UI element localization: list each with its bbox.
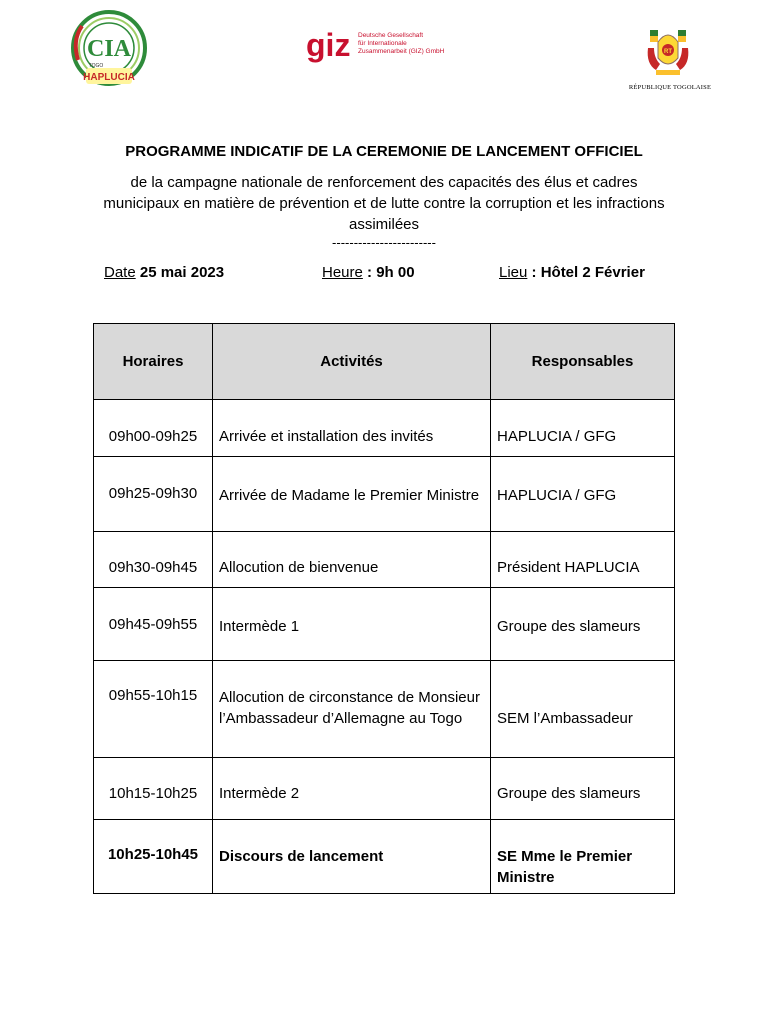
svg-text:CIA: CIA bbox=[86, 36, 132, 62]
table-row bbox=[94, 661, 675, 758]
giz-logo-line-1: Deutsche Gesellschaft bbox=[358, 32, 424, 39]
header-activites: Activités bbox=[213, 324, 491, 400]
page-subtitle: de la campagne nationale de renforcement des capacités des élus et cadres municipaux en matière de prévention et de lutte contre la corruption et les infractions assimilées bbox=[103, 174, 665, 233]
republic-caption: RÉPUBLIQUE TOGOLAISE bbox=[628, 84, 712, 91]
row-time: 09h45-09h55 bbox=[94, 588, 213, 661]
table-row bbox=[94, 400, 675, 457]
row-time: 09h00-09h25 bbox=[94, 400, 213, 457]
time-label: Heure bbox=[322, 264, 363, 281]
time-value: : 9h 00 bbox=[367, 264, 415, 281]
row-time: 10h15-10h25 bbox=[94, 758, 213, 820]
table-row bbox=[94, 758, 675, 820]
haplucia-logo-text: HAPLUCIA bbox=[83, 72, 135, 83]
table-row bbox=[94, 532, 675, 588]
row-activity: Allocution de bienvenue bbox=[213, 532, 491, 588]
row-activity: Arrivée de Madame le Premier Ministre bbox=[213, 457, 491, 532]
giz-logo-line-3: Zusammenarbeit (GIZ) GmbH bbox=[358, 48, 445, 55]
row-responsible: HAPLUCIA / GFG bbox=[491, 400, 675, 457]
row-time: 09h25-09h30 bbox=[94, 457, 213, 532]
row-time: 09h55-10h15 bbox=[94, 661, 213, 758]
page-title: PROGRAMME INDICATIF DE LA CEREMONIE DE LANCEMENT OFFICIEL bbox=[125, 143, 643, 160]
time-info bbox=[322, 264, 415, 281]
separator-line: ------------------------ bbox=[332, 235, 436, 250]
date-label: Date bbox=[104, 264, 136, 281]
table-row bbox=[94, 588, 675, 661]
row-activity: Allocution de circonstance de Monsieur l’Ambassadeur d’Allemagne au Togo bbox=[213, 661, 491, 758]
row-time: 09h30-09h45 bbox=[94, 532, 213, 588]
row-activity: Intermède 2 bbox=[213, 758, 491, 820]
row-activity: Intermède 1 bbox=[213, 588, 491, 661]
haplucia-logo bbox=[66, 10, 152, 90]
table-row bbox=[94, 457, 675, 532]
giz-logo bbox=[306, 26, 466, 66]
coat-seal-text: RT bbox=[664, 49, 672, 55]
place-info bbox=[499, 264, 645, 281]
haplucia-logo-subtext: TOGO bbox=[88, 63, 104, 69]
table-header-row bbox=[94, 324, 675, 400]
place-label: Lieu bbox=[499, 264, 528, 281]
giz-logo-mark: giz bbox=[306, 27, 351, 63]
table-row bbox=[94, 820, 675, 894]
row-responsible: Groupe des slameurs bbox=[491, 588, 675, 661]
row-responsible: Groupe des slameurs bbox=[491, 758, 675, 820]
row-activity: Discours de lancement bbox=[213, 820, 491, 894]
giz-logo-line-2: für Internationale bbox=[358, 40, 407, 47]
date-value: 25 mai 2023 bbox=[139, 264, 225, 281]
row-responsible: HAPLUCIA / GFG bbox=[491, 457, 675, 532]
row-responsible: SE Mme le Premier Ministre bbox=[491, 820, 675, 894]
programme-table bbox=[93, 323, 675, 894]
row-responsible: SEM l’Ambassadeur bbox=[491, 661, 675, 758]
togo-coat-of-arms bbox=[642, 24, 694, 80]
header-responsables: Responsables bbox=[491, 324, 675, 400]
date-info bbox=[104, 264, 224, 281]
row-time: 10h25-10h45 bbox=[94, 820, 213, 894]
header-horaires: Horaires bbox=[94, 324, 213, 400]
row-activity: Arrivée et installation des invités bbox=[213, 400, 491, 457]
place-value: : Hôtel 2 Février bbox=[531, 264, 645, 281]
row-responsible: Président HAPLUCIA bbox=[491, 532, 675, 588]
